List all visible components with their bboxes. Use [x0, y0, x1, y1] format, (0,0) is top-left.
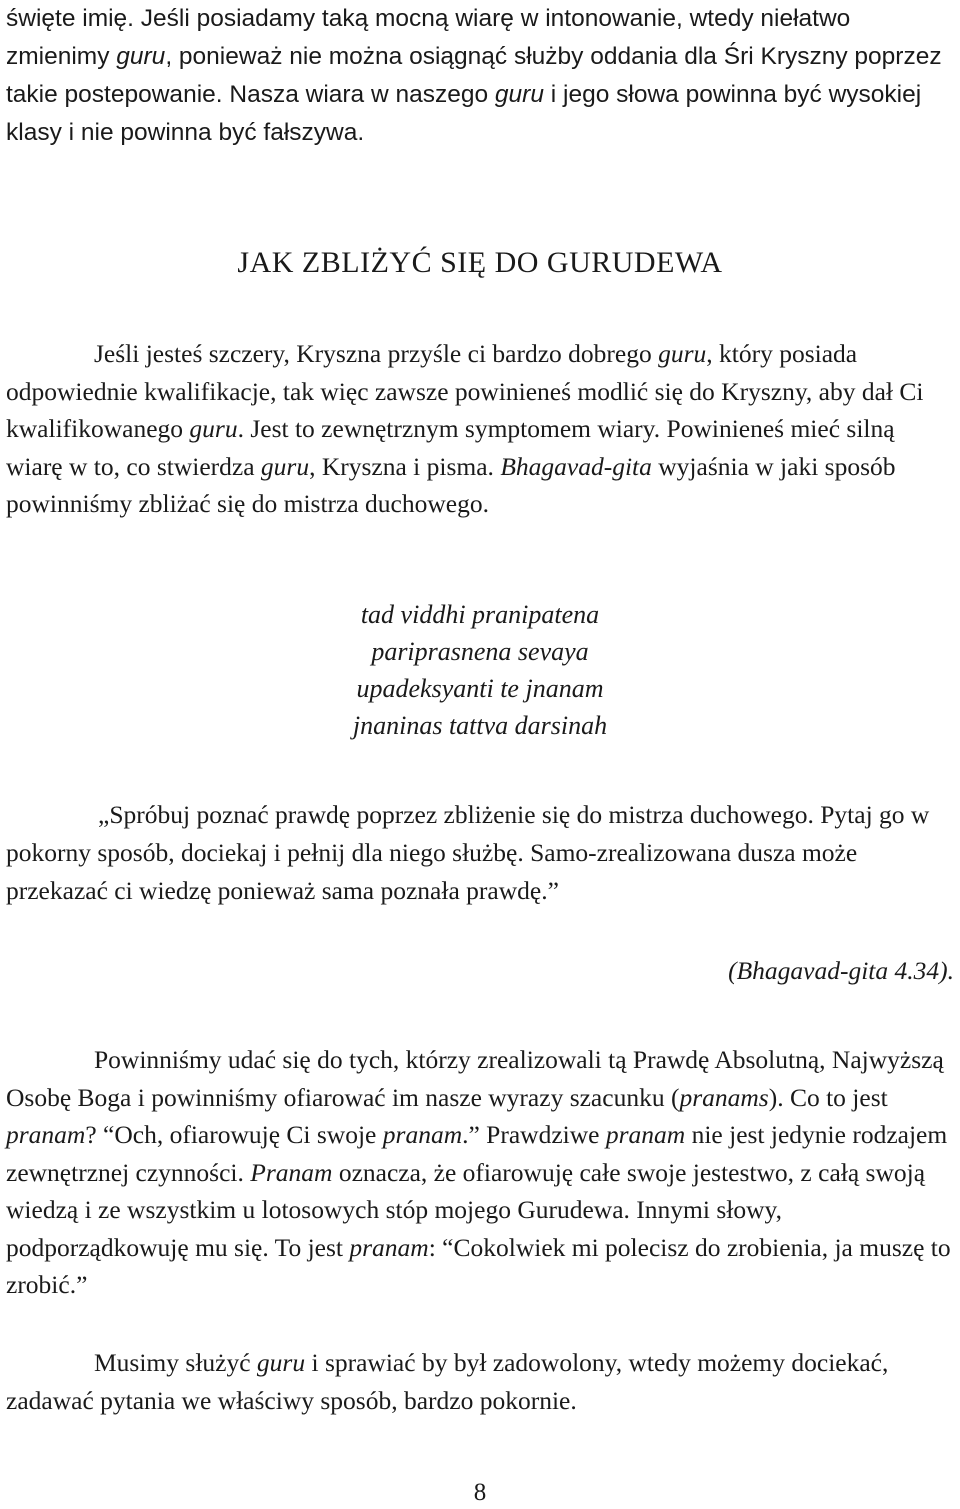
text-run: , Kryszna i pisma. [309, 451, 501, 481]
top-paragraph [6, 0, 956, 152]
paragraph-3 [6, 1344, 956, 1419]
italic-term: pranam [605, 1120, 686, 1149]
italic-term: pranam [382, 1120, 463, 1149]
italic-term: guru [494, 81, 544, 108]
page-number: 8 [473, 1479, 487, 1506]
section-heading: JAK ZBLIŻYĆ SIĘ DO GURUDEWA [237, 246, 723, 279]
italic-term: guru [658, 339, 707, 368]
text-run: nie jest jedynie rodzajem zewnętrznej czynności. [6, 1120, 948, 1187]
text-run: Jeśli jesteś szczery, Kryszna przyśle ci bardzo dobrego [94, 339, 659, 368]
text-run: .” Prawdziwe [462, 1120, 606, 1149]
italic-term: Bhagavad-gita [500, 451, 652, 481]
citation: (Bhagavad-gita 4.34). [728, 956, 954, 985]
verse-translation: „Spróbuj poznać prawdę poprzez zbliżenie się do mistrza duchowego. Pytaj go w pokorny sposób, dociekaj i pełnij dla niego służbę. Samo-zrealizowana dusza może przekazać ci wiedzę ponieważ sama poznała prawdę.” [6, 800, 930, 905]
paragraph-1 [6, 335, 956, 523]
paragraph-2 [6, 1041, 956, 1304]
text-run: ? “Och, ofiarowuję Ci swoje [85, 1120, 383, 1149]
italic-term: guru [189, 414, 238, 443]
text-run: wyjaśnia w jaki sposób powinniśmy zbliżać się do mistrza duchowego. [6, 451, 896, 518]
text-run: święte imię. Jeśli posiadamy taką mocną wiarę w intonowanie, wtedy niełatwo zmienimy [6, 5, 851, 70]
verse-line: jnaninas tattva darsinah [352, 711, 608, 740]
text-run: Musimy służyć [94, 1348, 257, 1377]
italic-term: guru [256, 1348, 306, 1377]
text-run: i jego słowa powinna być wysokiej klasy i nie powinna być fałszywa. [6, 81, 922, 146]
verse-line: upadeksyanti te jnanam [356, 674, 604, 703]
text-run: , ponieważ nie można osiągnąć służby oddania dla Śri Kryszny poprzez takie postepowanie. Nasza wiara w naszego [6, 43, 942, 108]
text-run: ). Co to jest [768, 1082, 888, 1112]
text-run: : “Cokolwiek mi polecisz do zrobienia, ja muszę to zrobić.” [6, 1232, 951, 1299]
italic-term: guru [116, 43, 166, 70]
text-run: i sprawiać by był zadowolony, wtedy możemy dociekać, zadawać pytania we właściwy sposób, bardzo pokornie. [6, 1348, 889, 1415]
text-run: , który posiada odpowiednie kwalifikacje, tak więc zawsze powinieneś modlić się do Kryszny, aby dał Ci kwalifikowanego [6, 339, 924, 443]
text-run: Powinniśmy udać się do tych, którzy zrealizowali tą Prawdę Absolutną, Najwyższą Osobę Boga i powinniśmy ofiarować im nasze wyrazy szacunku ( [6, 1045, 944, 1112]
sanskrit-verse [0, 596, 960, 744]
italic-term: Pranam [250, 1157, 333, 1187]
text-run: oznacza, że ofiarowuję całe swoje jestestwo, z całą swoją wiedzą i ze wszystkim u lotosowych stóp mojego Gurudewa. Innymi słowy, podporządkowuję mu się. To jest [6, 1157, 926, 1262]
italic-term: guru [260, 451, 310, 481]
verse-line: pariprasnena sevaya [371, 637, 589, 666]
verse-line: tad viddhi pranipatena [360, 600, 600, 629]
italic-term: pranams [679, 1082, 769, 1112]
italic-term: pranam [349, 1232, 429, 1262]
italic-term: pranam [6, 1120, 86, 1149]
text-run: . Jest to zewnętrznym symptomem wiary. Powinieneś mieć silną wiarę w to, co stwierdza [6, 414, 895, 481]
